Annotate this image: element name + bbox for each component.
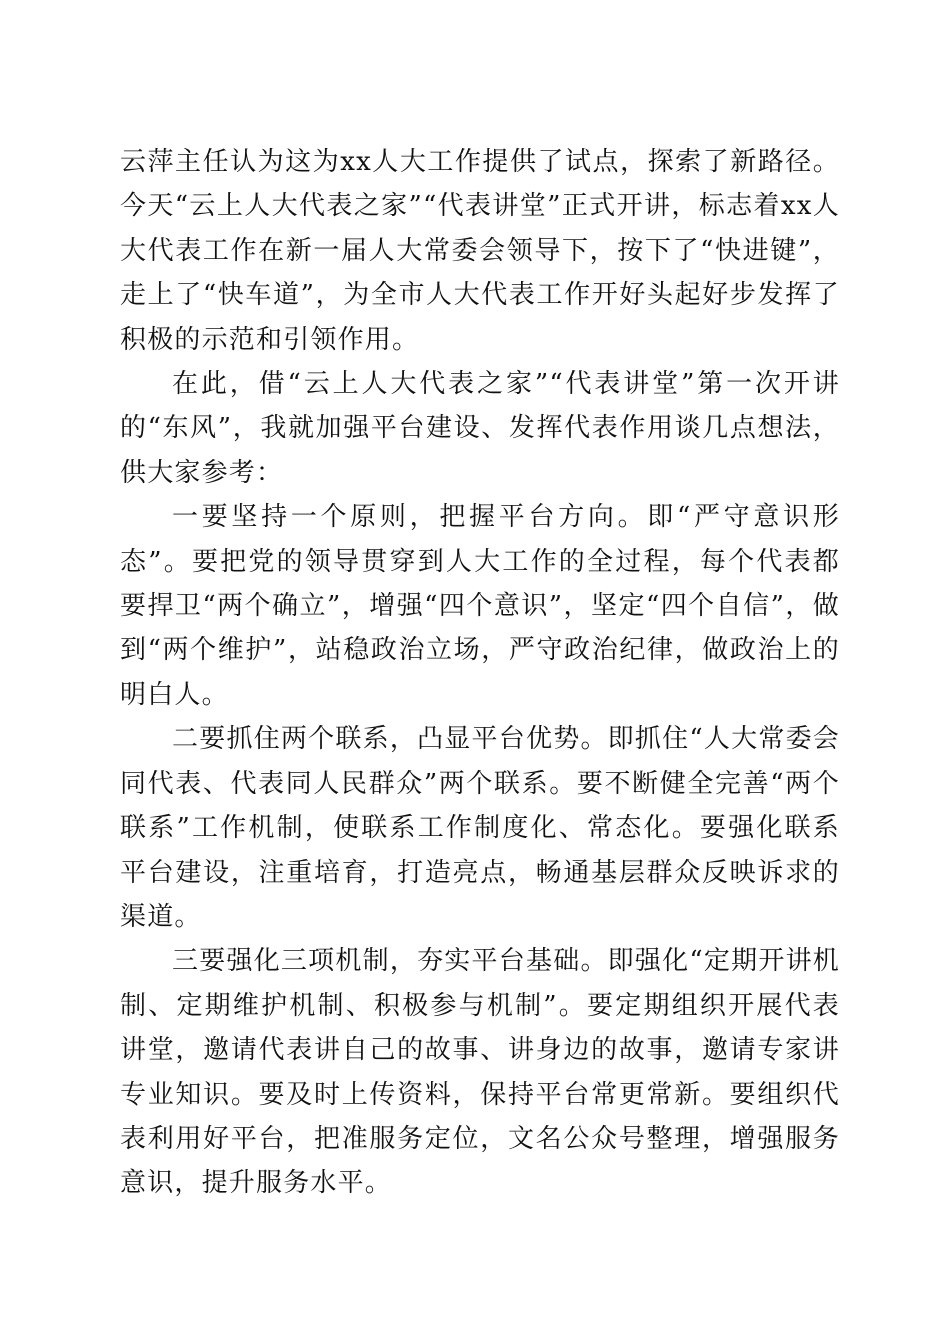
paragraph-continuation: 云萍主任认为这为xx人大工作提供了试点，探索了新路径。今天“云上人大代表之家”“代表讲堂”正式开讲，标志着xx人大代表工作在新一届人大常委会领导下，按下了“快进键”，走上了“快车道”，为全市人大代表工作开好头起好步发挥了积极的示范和引领作用。 bbox=[120, 147, 840, 355]
document-body bbox=[120, 140, 840, 1206]
paragraph-point-one: 一要坚持一个原则，把握平台方向。即“严守意识形态”。要把党的领导贯穿到人大工作的全过程，每个代表都要捍卫“两个确立”，增强“四个意识”，坚定“四个自信”，做到“两个维护”，站稳政治立场，严守政治纪律，做政治上的明白人。 bbox=[120, 502, 840, 710]
paragraph-intro: 在此，借“云上人大代表之家”“代表讲堂”第一次开讲的“东风”，我就加强平台建设、发挥代表作用谈几点想法，供大家参考： bbox=[120, 369, 840, 488]
paragraph-point-two: 二要抓住两个联系，凸显平台优势。即抓住“人大常委会同代表、代表同人民群众”两个联系。要不断健全完善“两个联系”工作机制，使联系工作制度化、常态化。要强化联系平台建设，注重培育，打造亮点，畅通基层群众反映诉求的渠道。 bbox=[120, 724, 840, 932]
paragraph-point-three: 三要强化三项机制，夯实平台基础。即强化“定期开讲机制、定期维护机制、积极参与机制”。要定期组织开展代表讲堂，邀请代表讲自己的故事、讲身边的故事，邀请专家讲专业知识。要及时上传资料，保持平台常更常新。要组织代表利用好平台，把准服务定位，文名公众号整理，增强服务意识，提升服务水平。 bbox=[120, 946, 840, 1199]
